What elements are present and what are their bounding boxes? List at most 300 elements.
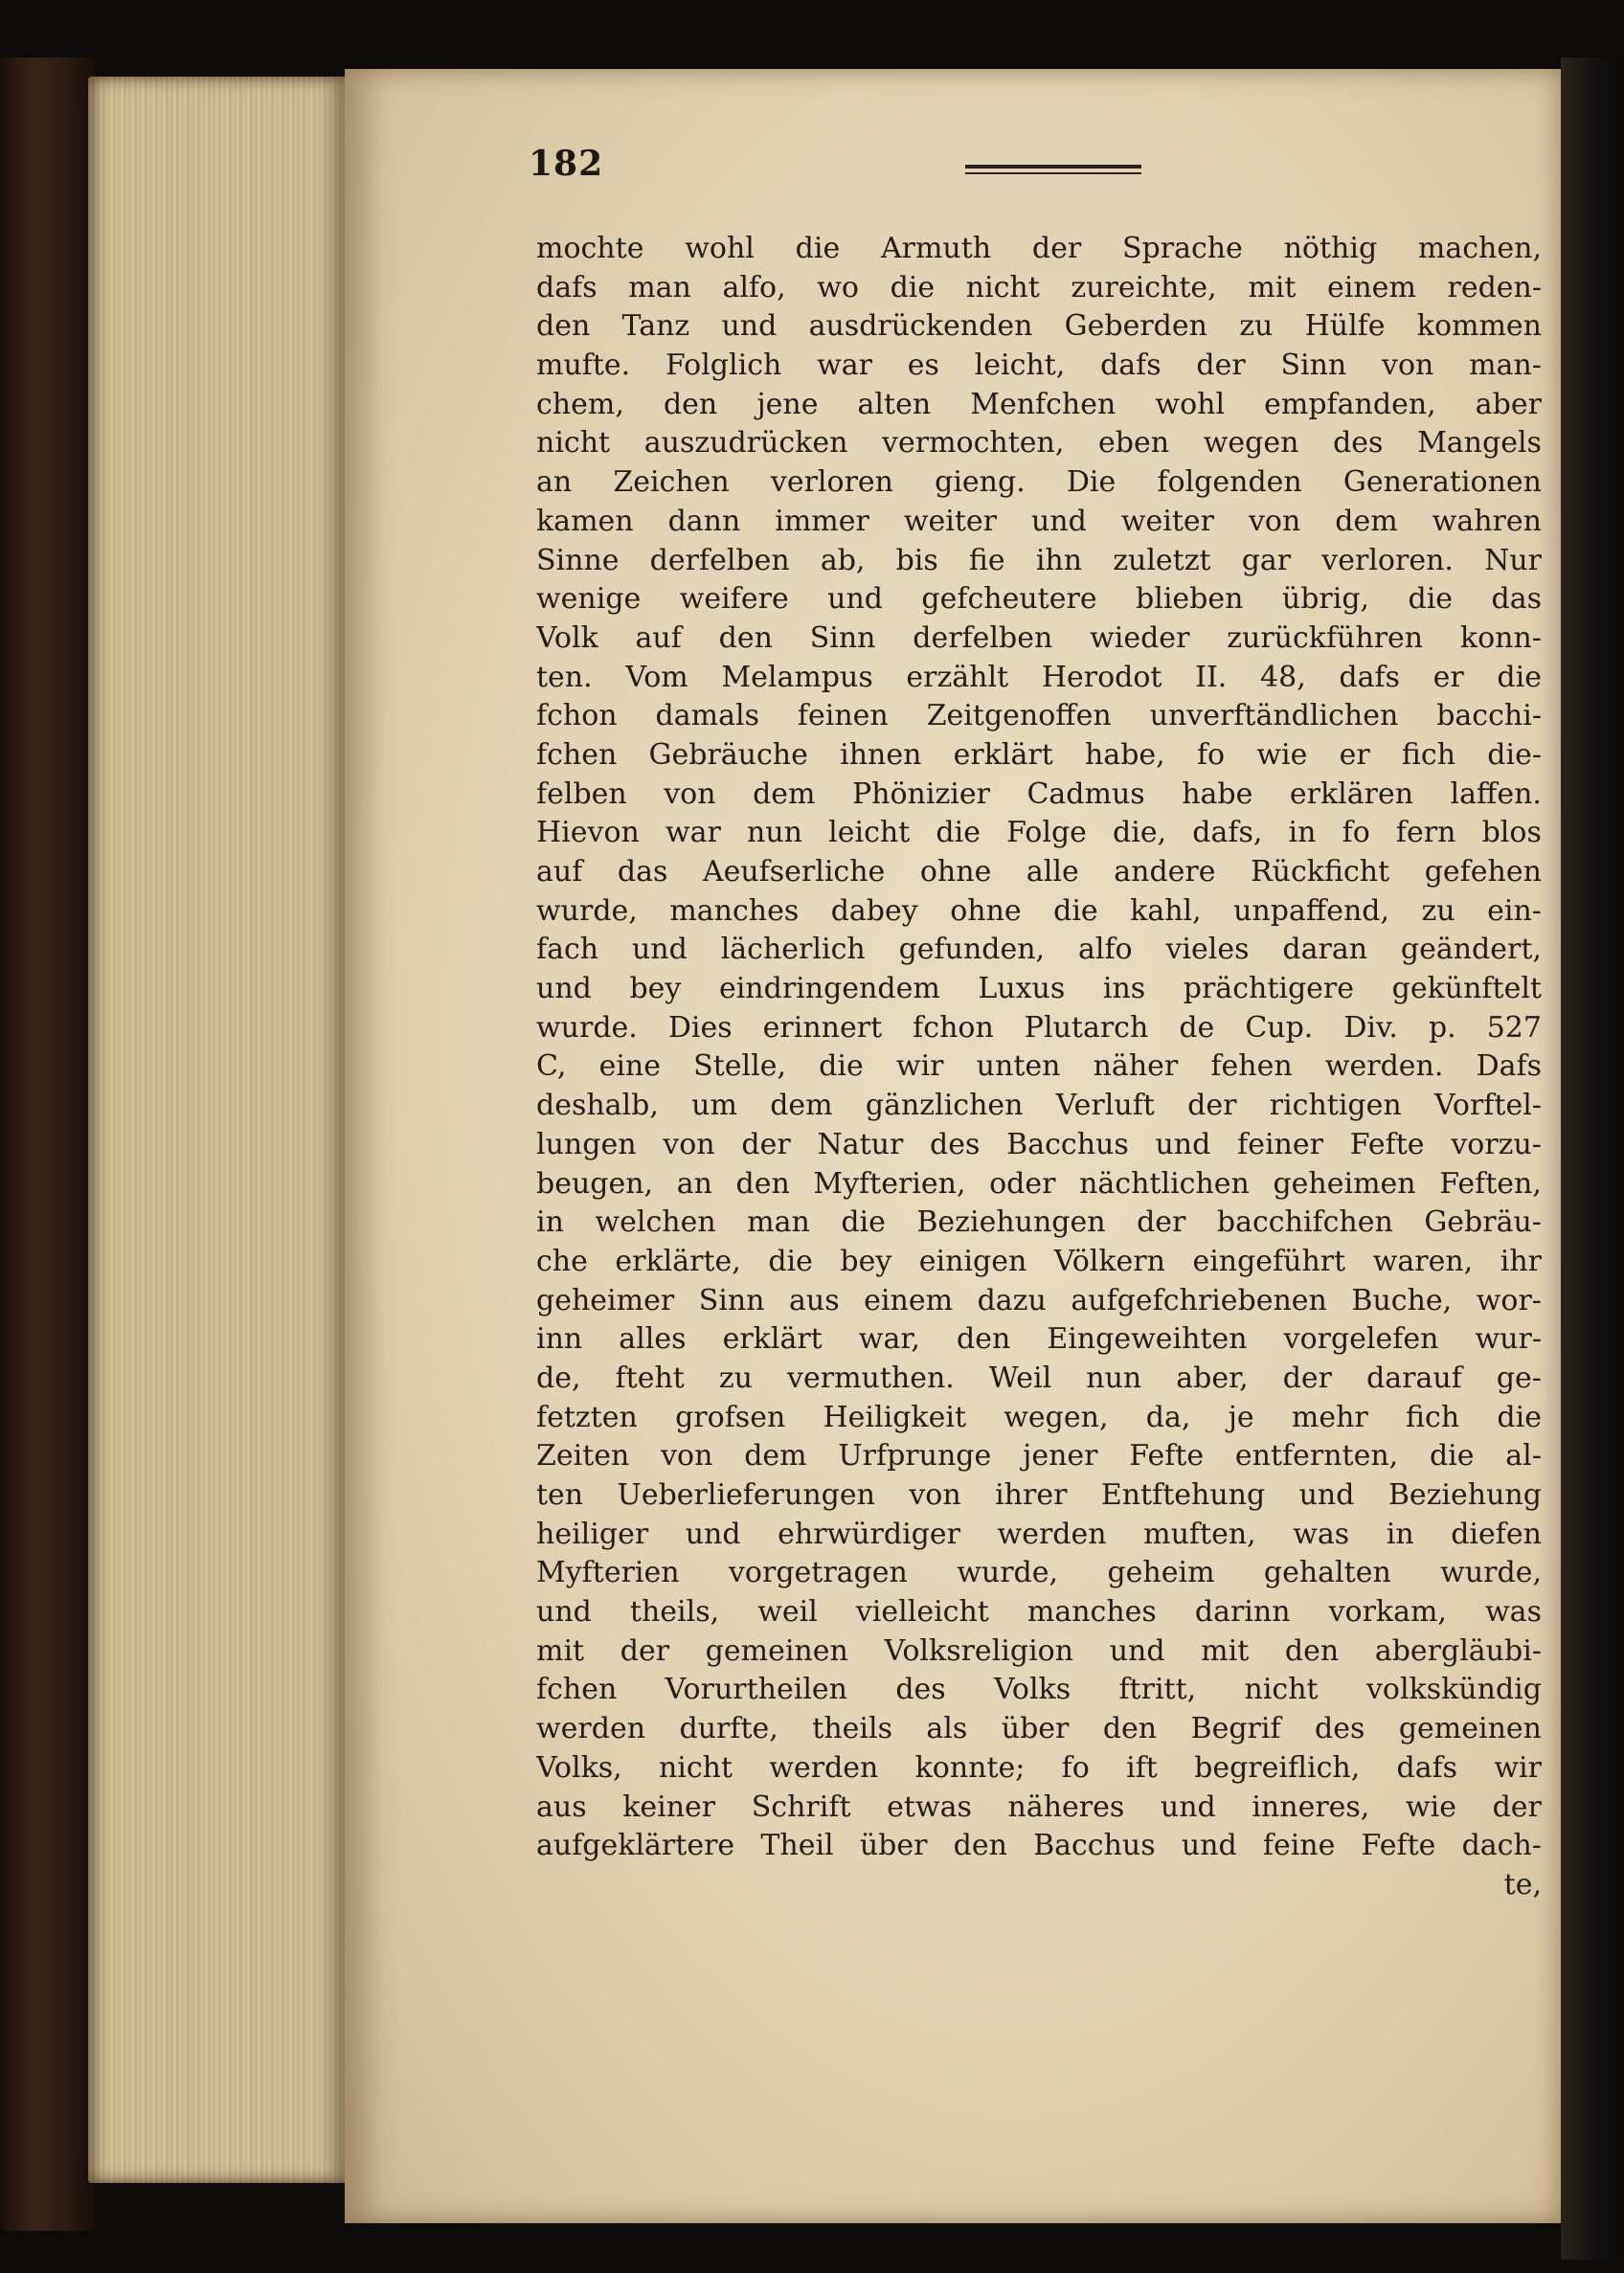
word: feiner [1237, 1127, 1323, 1161]
word: dazu [977, 1283, 1047, 1317]
word: Fefte [1349, 1127, 1425, 1161]
word: machen, [1417, 232, 1542, 265]
word: mit [536, 1633, 585, 1668]
word: vorgelefen [1283, 1322, 1439, 1357]
page-number: 182 [529, 144, 604, 184]
word: die- [1487, 737, 1542, 772]
text-line [536, 1282, 1542, 1321]
word: richtigen [1269, 1089, 1402, 1123]
word: fo [1061, 1750, 1090, 1785]
word: und [1160, 1789, 1216, 1824]
word: in [1288, 816, 1317, 850]
word: erinnert [762, 1010, 883, 1045]
word: Vorurtheilen [665, 1673, 847, 1707]
word: mochte [536, 232, 644, 265]
word: zu [1421, 893, 1455, 928]
word: gefunden, [898, 933, 1046, 967]
word: Zeichen [613, 465, 730, 500]
word: gekünftelt [1391, 972, 1542, 1006]
word: die [819, 1049, 864, 1084]
word: fchon [536, 699, 618, 733]
word: durfte, [679, 1712, 778, 1746]
word: Verluft [1055, 1089, 1155, 1123]
word: wohl [685, 232, 755, 265]
word: den [663, 387, 718, 421]
word: weil [757, 1595, 818, 1630]
word: und [1109, 1633, 1165, 1668]
word: te, [1503, 1867, 1542, 1902]
word: den [536, 309, 591, 344]
word: theils [812, 1712, 892, 1746]
word: den [1102, 1712, 1158, 1746]
book-binding [0, 57, 96, 2231]
word: dann [667, 504, 741, 538]
word: Menfchen [970, 387, 1116, 421]
word: Aeufserliche [702, 855, 886, 889]
word: Dafs [1476, 1049, 1542, 1084]
word: Luxus [978, 972, 1066, 1006]
text-line [536, 1437, 1542, 1476]
word: Heiligkeit [823, 1400, 967, 1434]
word: den [953, 1829, 1007, 1863]
text-line [536, 424, 1542, 463]
text-line [536, 503, 1542, 542]
page-edges [88, 77, 345, 2183]
word: fich [1401, 737, 1456, 772]
word: man- [1469, 349, 1542, 383]
word: gemeinen [1398, 1712, 1542, 1746]
text-line [536, 1516, 1542, 1555]
word: geheim [1107, 1556, 1215, 1590]
word: blieben [1136, 582, 1244, 617]
word: Sinn [1280, 349, 1347, 383]
word: als [926, 1712, 968, 1746]
word: der [1187, 1089, 1237, 1123]
word: geheimen [1273, 1166, 1416, 1201]
word: Buche, [1351, 1283, 1453, 1317]
word: blos [1481, 816, 1542, 850]
word: erklärt [953, 737, 1053, 772]
word: mit [1201, 1633, 1250, 1668]
word: einigen [918, 1244, 1027, 1278]
word: Div. [1343, 1010, 1398, 1045]
text-line [536, 1165, 1542, 1204]
text-line [536, 1399, 1542, 1438]
word: darauf [1366, 1361, 1462, 1395]
word: wurde. [536, 1010, 638, 1045]
word: kommen [1416, 309, 1542, 344]
word: ihrer [995, 1478, 1068, 1512]
word: bey [840, 1244, 892, 1278]
word: waren, [1372, 1244, 1474, 1278]
word: begreiflich, [1194, 1750, 1361, 1785]
word: da, [1145, 1400, 1191, 1434]
word: über [859, 1829, 928, 1863]
word: Vorftel- [1433, 1089, 1542, 1123]
word: Bacchus [1006, 1127, 1129, 1161]
word: gar [1241, 543, 1292, 577]
word: Volksreligion [884, 1633, 1074, 1668]
text-line [536, 1360, 1542, 1399]
word: war, [858, 1322, 920, 1357]
word: Schrift [751, 1789, 851, 1824]
word: reden- [1447, 270, 1542, 304]
word: fern [1395, 816, 1456, 850]
word: che [536, 1244, 588, 1278]
word: Urfprunge [838, 1439, 992, 1474]
word: ausdrückenden [808, 309, 1033, 344]
word: ihn [1035, 543, 1083, 577]
word: ihnen [840, 737, 922, 772]
word: ftritt, [1118, 1673, 1197, 1707]
word: Armuth [880, 232, 992, 265]
word: vorkam, [1328, 1595, 1447, 1630]
word: immer [775, 504, 869, 538]
word: Beziehungen [916, 1205, 1106, 1240]
text-line [536, 269, 1542, 308]
word: und [631, 933, 688, 967]
word: ohne [919, 855, 992, 889]
word: von [661, 1439, 713, 1474]
word: Fefte [1129, 1439, 1205, 1474]
word: dafs [536, 270, 598, 304]
word: verloren. [1321, 543, 1454, 577]
word: das [617, 855, 668, 889]
word: wur- [1475, 1322, 1542, 1357]
word: geändert, [1400, 933, 1542, 967]
word: mehr [1291, 1400, 1368, 1434]
word: an [536, 465, 573, 500]
word: folgenden [1157, 465, 1302, 500]
word: der [1196, 349, 1246, 383]
word: von [909, 1478, 961, 1512]
word: an [676, 1166, 712, 1201]
word: konn- [1459, 620, 1542, 655]
word: kahl, [1130, 893, 1202, 928]
word: dem [744, 1439, 807, 1474]
text-line [536, 1320, 1542, 1360]
word: al- [1505, 1439, 1542, 1474]
word: Cup. [1245, 1010, 1314, 1045]
text-line [536, 542, 1542, 581]
word: aber [1475, 387, 1542, 421]
word: der [1137, 1205, 1186, 1240]
word: Myfterien [536, 1556, 680, 1590]
word: auf [635, 620, 682, 655]
word: die [1497, 1400, 1542, 1434]
word: dafs [1339, 660, 1400, 694]
page-shadow-edge [1561, 57, 1624, 2260]
text-line [536, 347, 1542, 386]
word: eindringendem [718, 972, 940, 1006]
word: alles [619, 1322, 687, 1357]
word: dafs, [1192, 816, 1263, 850]
word: bey [629, 972, 682, 1006]
word: nächtlichen [1079, 1166, 1250, 1201]
word: eingeführt [1192, 1244, 1346, 1278]
word: des [1315, 1712, 1365, 1746]
word: C, [536, 1049, 567, 1084]
word: gefehen [1424, 855, 1542, 889]
word: war [817, 349, 872, 383]
word: ten. [536, 660, 593, 694]
word: alle [1026, 855, 1079, 889]
word: Stelle, [693, 1049, 787, 1084]
text-line [536, 1243, 1542, 1282]
word: von [664, 776, 716, 811]
word: wurde, [1440, 1556, 1542, 1590]
word: vorgetragen [728, 1556, 908, 1590]
text-line [536, 1204, 1542, 1243]
word: in [1386, 1517, 1414, 1551]
word: das [1491, 582, 1542, 617]
word: dem [753, 776, 816, 811]
word: wor- [1476, 1283, 1542, 1317]
word: näher [1093, 1049, 1179, 1084]
word: gänzlichen [865, 1089, 1024, 1123]
word: die [1429, 1439, 1475, 1474]
text-line [536, 892, 1542, 932]
text-line [536, 230, 1542, 269]
word: alten [857, 387, 932, 421]
word: Rückficht [1251, 855, 1390, 889]
word: Entftehung [1100, 1478, 1266, 1512]
word: ift [1126, 1750, 1158, 1785]
text-line [536, 736, 1542, 776]
word: je [1228, 1400, 1254, 1434]
word: eine [598, 1049, 662, 1084]
word: weifere [679, 582, 789, 617]
word: nun [747, 816, 802, 850]
word: werden [997, 1517, 1107, 1551]
word: volkskündig [1365, 1673, 1542, 1707]
text-line [536, 1671, 1542, 1710]
word: ge- [1496, 1361, 1542, 1395]
word: gefcheutere [921, 582, 1097, 617]
word: werden [769, 1750, 879, 1785]
word: des [1333, 426, 1384, 461]
word: vermochten, [882, 426, 1065, 461]
word: weiter [1120, 504, 1214, 538]
word: Plutarch [1024, 1010, 1149, 1045]
word: fchen [536, 1673, 618, 1707]
word: dabey [830, 893, 918, 928]
word: prächtigere [1183, 972, 1355, 1006]
word: über [1001, 1712, 1070, 1746]
word: von [1382, 349, 1434, 383]
word: nicht [658, 1750, 733, 1785]
word: unpaffend, [1233, 893, 1390, 928]
word: theils, [629, 1595, 720, 1630]
word: Hievon [536, 816, 640, 850]
word: II. [1195, 660, 1228, 694]
word: jener [1023, 1439, 1098, 1474]
word: erklärte, [615, 1244, 741, 1278]
word: die [890, 270, 936, 304]
word: Generationen [1342, 465, 1542, 500]
word: inn [536, 1322, 583, 1357]
word: Völkern [1053, 1244, 1165, 1278]
word: Gebräuche [648, 737, 808, 772]
word: man [747, 1205, 810, 1240]
text-line [536, 1047, 1542, 1087]
text-line [536, 1476, 1542, 1516]
word: gehalten [1263, 1556, 1391, 1590]
word: die, [1113, 816, 1167, 850]
word: erklären [1289, 776, 1414, 811]
word: 48, [1260, 660, 1306, 694]
word: eben [1098, 426, 1170, 461]
word: Volks [993, 1673, 1071, 1707]
word: wegen [1203, 426, 1299, 461]
text-line [536, 619, 1542, 659]
word: wir [895, 1049, 944, 1084]
text-line [536, 814, 1542, 853]
word: aus [789, 1283, 840, 1317]
word: vielleicht [855, 1595, 989, 1630]
word: der [1282, 1361, 1333, 1395]
text-line [536, 776, 1542, 815]
word: gemeinen [705, 1633, 848, 1668]
word: fchen [536, 737, 618, 772]
word: laffen. [1450, 776, 1542, 811]
word: und [536, 972, 592, 1006]
word: Ueberlieferungen [617, 1478, 875, 1512]
text-line [536, 1593, 1542, 1632]
word: abergläubi- [1374, 1633, 1542, 1668]
word: nöthig [1283, 232, 1378, 265]
word: Tanz [621, 309, 690, 344]
word: der [620, 1633, 670, 1668]
word: Folglich [665, 349, 782, 383]
word: wegen, [1004, 1400, 1109, 1434]
text-line [536, 1710, 1542, 1749]
word: fteht [615, 1361, 685, 1395]
word: andere [1114, 855, 1216, 889]
word: wo [817, 270, 859, 304]
word: was [1485, 1595, 1542, 1630]
word: weiter [903, 504, 998, 538]
word: aufgefchriebenen [1071, 1283, 1327, 1317]
word: den [718, 620, 773, 655]
word: den [956, 1322, 1011, 1357]
word: und [536, 1595, 592, 1630]
word: vorzu- [1451, 1127, 1542, 1161]
word: den [735, 1166, 790, 1201]
word: die [841, 1205, 886, 1240]
word: Hülfe [1304, 309, 1386, 344]
word: dach- [1461, 1829, 1542, 1863]
word: aber, [1176, 1361, 1249, 1395]
word: zurückführen [1227, 620, 1424, 655]
word: der [1031, 232, 1082, 265]
word: Melampus [721, 660, 873, 694]
text-line [536, 853, 1542, 892]
word: man [628, 270, 691, 304]
word: mufte. [536, 349, 631, 383]
body-text [536, 230, 1542, 1905]
word: und [1155, 1127, 1211, 1161]
word: manches [1026, 1595, 1157, 1630]
word: etwas [887, 1789, 972, 1824]
word: der [741, 1127, 791, 1161]
word: Volks, [536, 1750, 622, 1785]
word: nicht [536, 426, 611, 461]
word: wurde, [536, 893, 638, 928]
word: die [795, 232, 841, 265]
word: wohl [1155, 387, 1226, 421]
word: manches [669, 893, 800, 928]
word: wieder [1090, 620, 1190, 655]
word: Dies [667, 1010, 733, 1045]
word: auszudrücken [643, 426, 848, 461]
word: fie [968, 543, 1005, 577]
word: nicht [965, 270, 1040, 304]
word: p. [1428, 1010, 1456, 1045]
word: um [691, 1089, 737, 1123]
word: leicht [828, 816, 911, 850]
word: derfelben [913, 620, 1053, 655]
word: von [1248, 504, 1301, 538]
word: ihr [1500, 1244, 1542, 1278]
word: leicht, [974, 349, 1066, 383]
word: des [895, 1673, 946, 1707]
word: Nur [1484, 543, 1542, 577]
word: die [768, 1244, 813, 1278]
word: es [907, 349, 939, 383]
word: vieles [1165, 933, 1250, 967]
word: feine [1262, 1829, 1336, 1863]
word: dafs [1396, 1750, 1458, 1785]
text-line [536, 1866, 1542, 1905]
word: ins [1102, 972, 1146, 1006]
word: die [936, 816, 981, 850]
word: fo [1196, 737, 1226, 772]
word: jene [756, 387, 819, 421]
word: diefen [1451, 1517, 1542, 1551]
word: feinen [797, 699, 889, 733]
word: bis [895, 543, 938, 577]
word: erzählt [906, 660, 1009, 694]
word: heiliger [536, 1517, 649, 1551]
word: des [930, 1127, 981, 1161]
text-line [536, 1789, 1542, 1828]
word: Feften, [1439, 1166, 1542, 1201]
word: zu [1239, 309, 1274, 344]
word: Sinn [698, 1283, 765, 1317]
text-line [536, 307, 1542, 347]
word: zuletzt [1113, 543, 1211, 577]
word: Zeiten [536, 1439, 630, 1474]
word: Herodot [1041, 660, 1162, 694]
word: Weil [988, 1361, 1052, 1395]
word: den [1284, 1633, 1340, 1668]
word: die [1408, 582, 1454, 617]
word: Folge [1006, 816, 1087, 850]
word: bacchifchen [1216, 1205, 1393, 1240]
word: fchon [913, 1010, 994, 1045]
word: dem [1335, 504, 1398, 538]
word: wurde, [957, 1556, 1059, 1590]
text-line [536, 1827, 1542, 1866]
text-line [536, 931, 1542, 970]
word: in [536, 1205, 564, 1240]
word: unten [976, 1049, 1061, 1084]
word: Die [1066, 465, 1116, 500]
word: zureichte, [1071, 270, 1217, 304]
word: und [1181, 1829, 1237, 1863]
word: nicht [1244, 1673, 1319, 1707]
